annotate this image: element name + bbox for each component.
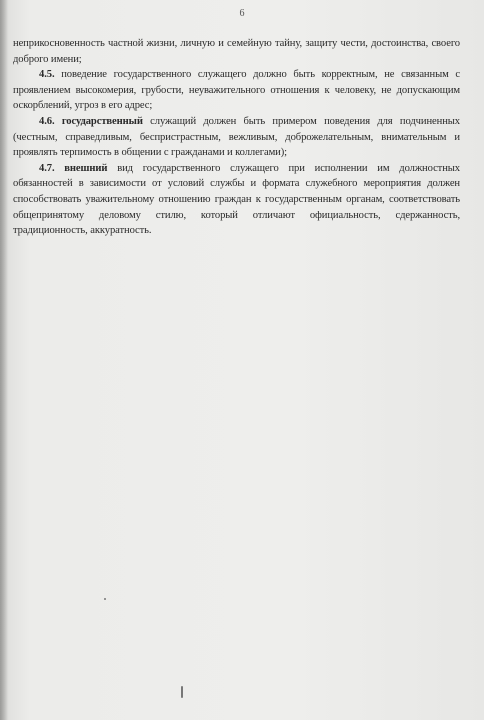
paragraph-lead: внешний xyxy=(54,162,108,174)
scan-edge-shadow xyxy=(0,0,8,720)
paragraph-lead: государственный xyxy=(54,115,143,127)
paragraph-text: неприкосновенность частной жизни, личную и семейную тайну, защиту чести, достоинства, своего доброго имени; xyxy=(13,38,460,65)
scan-speck xyxy=(104,598,106,600)
paragraph-continuation xyxy=(13,36,460,67)
paragraph-number: 4.6. xyxy=(39,115,55,127)
paragraph-text: служащий должен быть примером поведения для подчиненных (честным, справедливым, беспристрастным, вежливым, доброжелательным, внимательным и проявлять терпимость в общении с гражданами и коллегами); xyxy=(13,115,460,159)
document-body xyxy=(13,36,460,239)
paragraph-number: 4.5. xyxy=(39,69,55,81)
paragraph-4-5 xyxy=(13,67,460,114)
scan-speck xyxy=(181,686,183,698)
paragraph-number: 4.7. xyxy=(39,162,55,174)
paragraph-text: вид государственного служащего при исполнении им должностных обязанностей в зависимости от условий службы и формата служебного мероприятия должен способствовать уважительному отношению граждан к государственным органам, соответствовать общепринятому деловому стилю, который отличают официальность, сдержанность, традиционность, аккуратность. xyxy=(13,162,460,237)
paragraph-4-6 xyxy=(13,114,460,161)
page-number: 6 xyxy=(239,8,245,19)
paragraph-text: поведение государственного служащего должно быть корректным, не связанным с проявлением высокомерия, грубости, неуважительного отношения к человеку, не допускающим оскорблений, угроз в его адрес; xyxy=(13,69,460,112)
paragraph-4-7 xyxy=(13,161,460,239)
